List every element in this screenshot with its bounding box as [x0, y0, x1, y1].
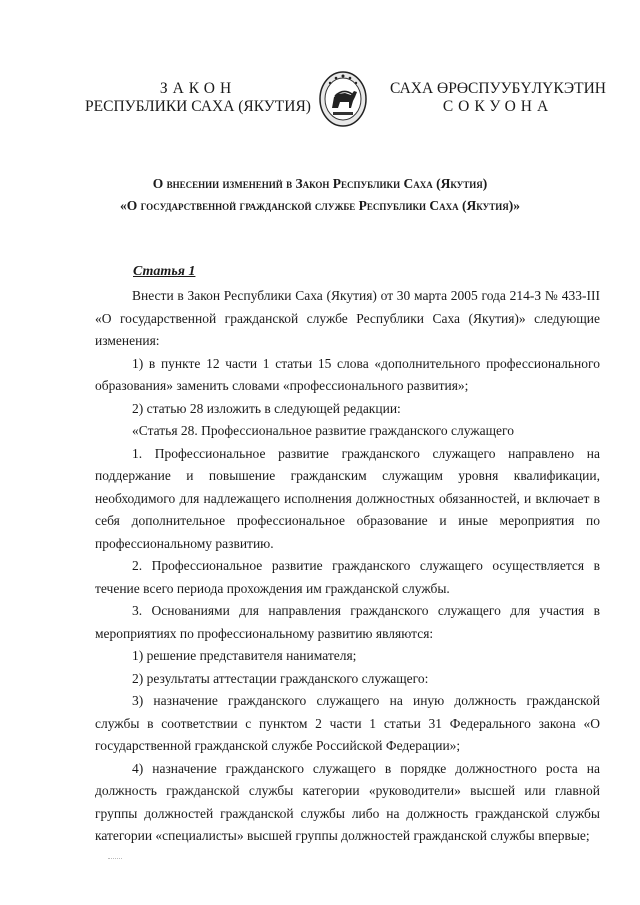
article-body — [95, 285, 600, 848]
paragraph: 4) назначение гражданского служащего в порядке должностного роста на должность гражданской службы категории «руководители» высшей или главной группы должностей гражданской службы либо на должность гражданской службы категории «специалисты» высшей группы должностей гражданской службы впервые; — [95, 760, 600, 843]
paragraph: 1. Профессиональное развитие гражданского служащего направлено на поддержание и повышение гражданским служащим уровня квалификации, необходимого для надлежащего исполнения должностных обязанностей, и включает в себя дополнительное профессиональное образование и иные мероприятия по профессиональному развитию. — [95, 445, 600, 551]
paragraph: Внести в Закон Республики Саха (Якутия) от 30 марта 2005 года 214-З № 433-III «О государственной гражданской службе Республики Саха (Якутия)» следующие изменения: — [95, 288, 600, 348]
law-title-line1: О внесении изменений в Закон Республики Саха (Якутия) — [152, 176, 488, 191]
paragraph: 2. Профессиональное развитие гражданского служащего осуществляется в течение всего периода прохождения им гражданской службы. — [95, 558, 600, 596]
header-left-line2: РЕСПУБЛИКИ САХА (ЯКУТИЯ) — [85, 98, 311, 115]
paragraph: 1) решение представителя нанимателя; — [132, 648, 357, 663]
header-right-line2: СОКУОНА — [442, 98, 554, 115]
header-right-line1: САХА ӨРӨСПУУБҮЛҮКЭТИН — [390, 80, 606, 97]
header-right — [378, 80, 618, 116]
paragraph: 3. Основаниями для направления гражданского служащего для участия в мероприятиях по профессиональному развитию являются: — [95, 603, 600, 641]
header-left — [78, 80, 318, 116]
paragraph: 2) статью 28 изложить в следующей редакции: — [132, 400, 401, 416]
header-left-line1: ЗАКОН — [159, 80, 237, 97]
law-title-line2: «О государственной гражданской службе Республики Саха (Якутия)» — [120, 198, 520, 213]
paragraph: 2) результаты аттестации гражданского служащего: — [132, 670, 429, 686]
scan-mark — [108, 858, 122, 861]
paragraph: 1) в пункте 12 части 1 статьи 15 слова «дополнительного профессионального образования» заменить словами «профессионального развития»; — [95, 355, 600, 393]
coat-of-arms-icon — [318, 70, 368, 128]
paragraph: 3) назначение гражданского служащего на иную должность гражданской службы в соответствии с пунктом 2 части 1 статьи 31 Федерального закона «О государственной гражданской службе Российской Федерации»; — [95, 693, 600, 753]
paragraph: «Статья 28. Профессиональное развитие гражданского служащего — [132, 423, 514, 438]
article-heading: Статья 1 — [133, 264, 196, 279]
